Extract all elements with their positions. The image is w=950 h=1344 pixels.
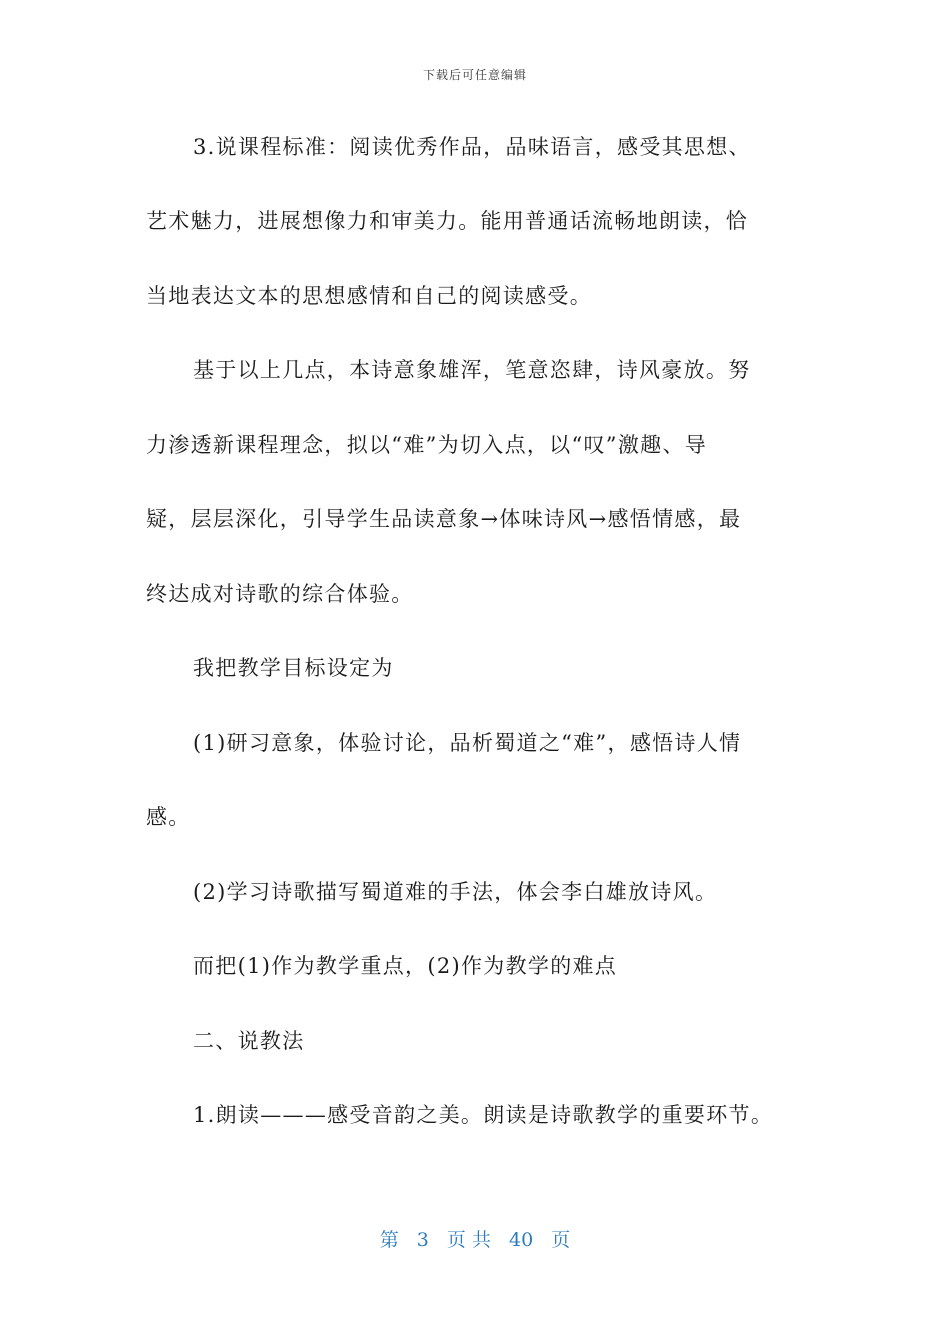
footer-prefix: 第	[379, 1229, 399, 1251]
page-number-footer	[0, 1225, 950, 1252]
paragraph-line: 而把(1)作为教学重点，(2)作为教学的难点	[193, 954, 618, 978]
paragraph-line: 力渗透新课程理念，拟以“难”为切入点，以“叹”激趣、导	[146, 433, 708, 457]
footer-total-pages: 40	[509, 1229, 534, 1251]
footer-page-number: 3	[416, 1229, 429, 1251]
paragraph-line: 艺术魅力，进展想像力和审美力。能用普通话流畅地朗读，恰	[146, 209, 749, 233]
paragraph-line: 基于以上几点，本诗意象雄浑，笔意恣肆，诗风豪放。努	[193, 358, 751, 382]
paragraph-line: 疑，层层深化，引导学生品读意象→体味诗风→感悟情感，最	[146, 507, 742, 531]
paragraph-line: 1.朗读———感受音韵之美。朗读是诗歌教学的重要环节。	[193, 1103, 774, 1127]
footer-middle: 页 共	[446, 1229, 491, 1251]
paragraph-line: 我把教学目标设定为	[193, 656, 394, 680]
section-heading: 二、说教法	[193, 1029, 305, 1053]
paragraph-line: 3.说课程标准：阅读优秀作品，品味语言，感受其思想、	[193, 135, 751, 159]
footer-suffix: 页	[551, 1229, 571, 1251]
paragraph-line: 当地表达文本的思想感情和自己的阅读感受。	[146, 284, 592, 308]
paragraph-line: 终达成对诗歌的综合体验。	[146, 582, 414, 606]
paragraph-line: (1)研习意象，体验讨论，品析蜀道之“难”，感悟诗人情	[193, 731, 742, 755]
paragraph-line: (2)学习诗歌描写蜀道难的手法，体会李白雄放诗风。	[193, 880, 718, 904]
paragraph-line: 感。	[146, 805, 191, 829]
page-header: 下载后可任意编辑	[422, 68, 527, 82]
